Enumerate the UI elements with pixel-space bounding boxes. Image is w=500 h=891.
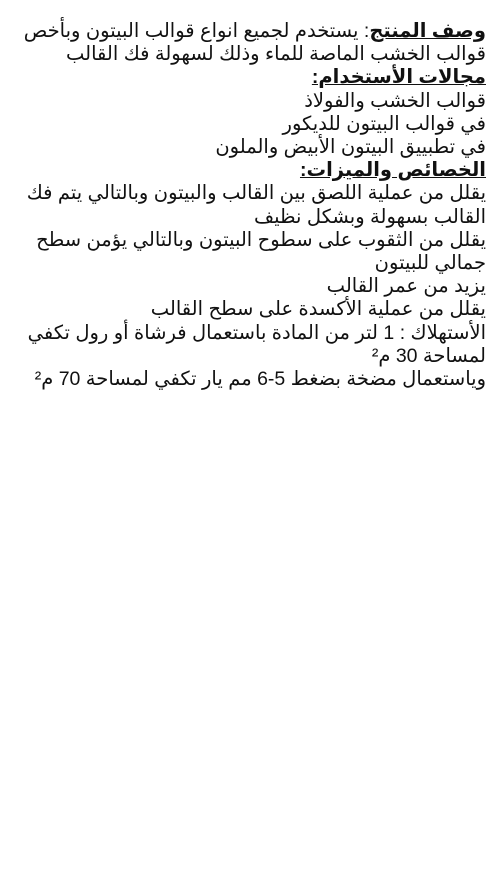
consumption-pump: وياستعمال مضخة بضغط 5-6 مم يار تكفي لمساحة 70 م²: [34, 368, 486, 391]
uses-heading: مجالات الأستخدام:: [311, 66, 486, 89]
features-item: يزيد من عمر القالب: [326, 275, 486, 298]
description-label: وصف المنتج: [369, 20, 486, 42]
features-item: يقلل من عملية الأكسدة على سطح القالب: [150, 298, 486, 321]
product-document: [0, 0, 500, 391]
description-text: : يستخدم لجميع انواع قوالب البيتون وبأخص قوالب الخشب الماصة للماء وذلك لسهولة فك القالب: [23, 20, 486, 66]
consumption-brush: الأستهلاك : 1 لتر من المادة باستعمال فرشاة أو رول تكفي لمساحة 30 م²: [27, 321, 486, 367]
features-heading: الخصائص والميزات:: [299, 159, 486, 182]
features-item: يقلل من الثقوب على سطوح البيتون وبالتالي يؤمن سطح جمالي للبيتون: [36, 228, 486, 275]
uses-item: في تطبييق البيتون الأبيض والملون: [215, 136, 486, 159]
product-description: [16, 20, 486, 66]
features-item: يقلل من عملية اللصق بين القالب والبيتون وبالتالي يتم فك القالب بسهولة وبشكل نظيف: [26, 182, 486, 228]
uses-item: في قوالب البيتون للديكور: [282, 112, 486, 135]
uses-item: قوالب الخشب والفولاذ: [304, 89, 486, 112]
